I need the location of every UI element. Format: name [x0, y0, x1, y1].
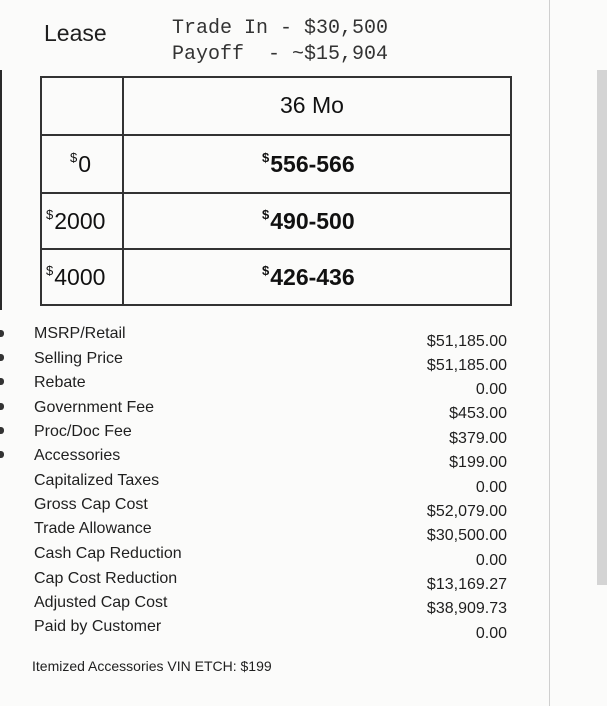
fee-value: $13,169.27: [426, 576, 507, 593]
fee-value: 0.00: [475, 479, 507, 496]
monthly-payment-cell: $556-566: [262, 150, 355, 177]
fee-label: Paid by Customer: [34, 618, 162, 635]
itemized-accessories-note: Itemized Accessories VIN ETCH: $199: [32, 658, 272, 674]
fee-label: Cash Cap Reduction: [34, 545, 182, 562]
fee-label: Selling Price: [34, 350, 123, 367]
grid-line: [40, 134, 512, 136]
payment-grid: [40, 76, 512, 306]
fee-label: Accessories: [34, 447, 121, 464]
fee-label: Adjusted Cap Cost: [34, 594, 168, 611]
fee-value: $453.00: [449, 405, 507, 422]
left-margin-line: [0, 70, 2, 310]
payoff-line: Payoff - ~$15,904: [172, 43, 389, 66]
margin-mark: [0, 354, 4, 361]
grid-line: [510, 76, 512, 306]
grid-line: [40, 304, 512, 306]
fee-value: 0.00: [475, 381, 507, 398]
grid-line: [40, 76, 512, 78]
fee-label: Government Fee: [34, 399, 155, 416]
page-edge: [549, 0, 550, 706]
fee-value: 0.00: [475, 552, 507, 569]
scroll-shadow: [597, 70, 607, 585]
grid-line: [40, 192, 512, 194]
down-payment-cell: $2000: [46, 207, 106, 234]
grid-line: [40, 248, 512, 250]
margin-mark: [0, 451, 4, 458]
fee-label: MSRP/Retail: [34, 325, 126, 342]
grid-line: [40, 76, 42, 306]
fee-value: $51,185.00: [426, 357, 507, 374]
fee-value: $379.00: [449, 430, 507, 447]
grid-line: [122, 76, 124, 306]
fee-value: $51,185.00: [426, 333, 507, 350]
monthly-payment-cell: $490-500: [262, 207, 355, 234]
margin-mark: [0, 427, 4, 434]
fee-label: Cap Cost Reduction: [34, 570, 178, 587]
fee-value: $38,909.73: [426, 600, 507, 617]
fee-label: Capitalized Taxes: [34, 472, 160, 489]
fee-label: Rebate: [34, 374, 86, 391]
term-header: 36 Mo: [280, 92, 344, 118]
fee-value: $199.00: [449, 454, 507, 471]
monthly-payment-cell: $426-436: [262, 263, 355, 290]
down-payment-cell: $0: [70, 150, 92, 177]
margin-mark: [0, 378, 4, 385]
fee-value: $52,079.00: [426, 503, 507, 520]
margin-mark: [0, 403, 4, 410]
margin-mark: [0, 330, 4, 337]
lease-title: Lease: [44, 20, 107, 46]
fee-value: 0.00: [475, 625, 507, 642]
trade-in-line: Trade In - $30,500: [172, 17, 389, 40]
fee-value: $30,500.00: [426, 527, 507, 544]
fee-label: Proc/Doc Fee: [34, 423, 132, 440]
down-payment-cell: $4000: [46, 263, 106, 290]
fee-label: Trade Allowance: [34, 520, 152, 537]
fee-label: Gross Cap Cost: [34, 496, 148, 513]
